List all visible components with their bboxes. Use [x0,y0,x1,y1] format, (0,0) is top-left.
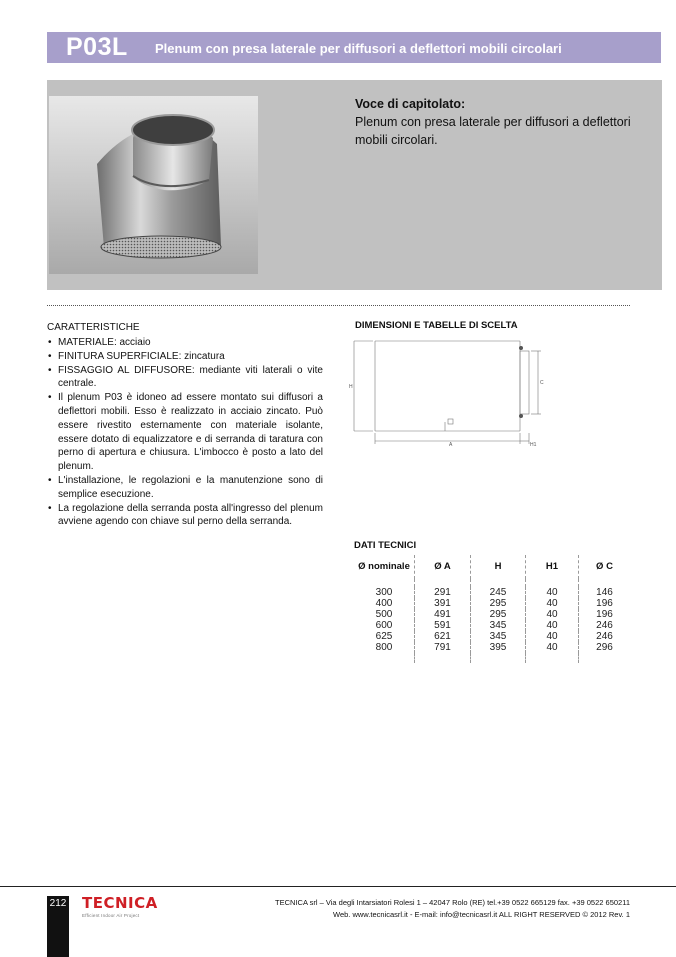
dimension-a-label: A [449,442,453,448]
table-cell: 40 [526,587,579,598]
logo-tagline: Efficient Indoor Air Project [82,913,140,918]
table-row [354,620,630,631]
title-bar [47,32,661,63]
technical-data-table [354,555,630,663]
column-header: Ø C [596,561,613,572]
table-cell: 791 [415,642,471,653]
dimension-h1-label: H1 [530,442,537,448]
table-row [354,587,630,598]
footer-divider [0,886,676,887]
table-cell: 345 [471,620,526,631]
dimensions-title: DIMENSIONI E TABELLE DI SCELTA [355,320,518,331]
table-cell: 600 [354,620,415,631]
specification-text: Plenum con presa laterale per diffusori a deflettori mobili circolari. [355,115,631,147]
section-divider [47,305,630,306]
table-cell: 300 [354,587,415,598]
table-cell: 625 [354,631,415,642]
table-cell: 400 [354,598,415,609]
table-spacer [354,653,630,663]
table-cell: 295 [471,598,526,609]
product-photo [49,96,258,274]
product-code: P03L [66,33,128,61]
table-cell: 391 [415,598,471,609]
dimension-c-label: C [540,380,544,386]
product-description: Plenum con presa laterale per diffusori a deflettori mobili circolari [155,41,562,56]
table-cell: 246 [596,631,613,642]
dimension-h-label: H [349,384,353,390]
table-cell: 246 [596,620,613,631]
column-header: H1 [526,555,579,579]
table-cell: 40 [526,620,579,631]
table-row [354,631,630,642]
table-cell: 500 [354,609,415,620]
list-item: • La regolazione della serranda posta all'ingresso del plenum avviene agendo con chiave sul perno della serranda. [47,502,323,530]
list-item: • FISSAGGIO AL DIFFUSORE: mediante viti laterali o vite centrale. [47,364,323,392]
table-spacer [354,579,630,587]
list-item: • FINITURA SUPERFICIALE: zincatura [47,350,323,364]
table-cell: 245 [471,587,526,598]
hero-panel [47,80,662,290]
table-cell: 591 [415,620,471,631]
table-cell: 296 [596,642,613,653]
page-number: 212 [49,898,67,909]
table-row [354,598,630,609]
table-cell: 196 [596,598,613,609]
list-item: • L'installazione, le regolazioni e la manutenzione sono di semplice esecuzione. [47,474,323,502]
dimension-drawing [345,334,545,452]
column-header: H [471,555,526,579]
characteristics-title: CARATTERISTICHE [47,322,140,333]
specification-title: Voce di capitolato: [355,97,466,111]
table-cell: 40 [526,598,579,609]
technical-data-title: DATI TECNICI [354,540,417,551]
table-header-row [354,555,630,579]
list-item: • Il plenum P03 è idoneo ad essere montato sui diffusori a deflettori mobili. Esso è realizzato in acciaio zincato. Può essere rivestito esternamente con materiale isolante, essere dotato di equalizzatore e di serranda di taratura con perno di apertura e chiusura. L'imbocco è posto a lato del plenum. [47,391,323,474]
table-cell: 345 [471,631,526,642]
column-header: Ø nominale [354,555,415,579]
column-header: Ø A [415,555,471,579]
table-cell: 295 [471,609,526,620]
footer-address: TECNICA srl – Via degli Intarsiatori Rolesi 1 – 42047 Rolo (RE) tel.+39 0522 665129 fax. +39 0522 650211 [275,898,630,907]
table-cell: 146 [596,587,613,598]
logo-wordmark: TECNICA [82,894,158,912]
table-cell: 621 [415,631,471,642]
table-cell: 291 [415,587,471,598]
table-cell: 800 [354,642,415,653]
table-cell: 40 [526,609,579,620]
list-item: • MATERIALE: acciaio [47,336,323,350]
company-logo [82,894,158,918]
table-row [354,642,630,653]
page-number-tab [47,896,69,957]
table-cell: 40 [526,642,579,653]
characteristics-list [47,336,323,529]
table-cell: 196 [596,609,613,620]
table-cell: 40 [526,631,579,642]
table-cell: 395 [471,642,526,653]
footer-web: Web. www.tecnicasrl.it - E-mail: info@tecnicasrl.it ALL RIGHT RESERVED © 2012 Rev. 1 [333,910,630,919]
footer-contact [275,897,630,921]
table-row [354,609,630,620]
table-cell: 491 [415,609,471,620]
